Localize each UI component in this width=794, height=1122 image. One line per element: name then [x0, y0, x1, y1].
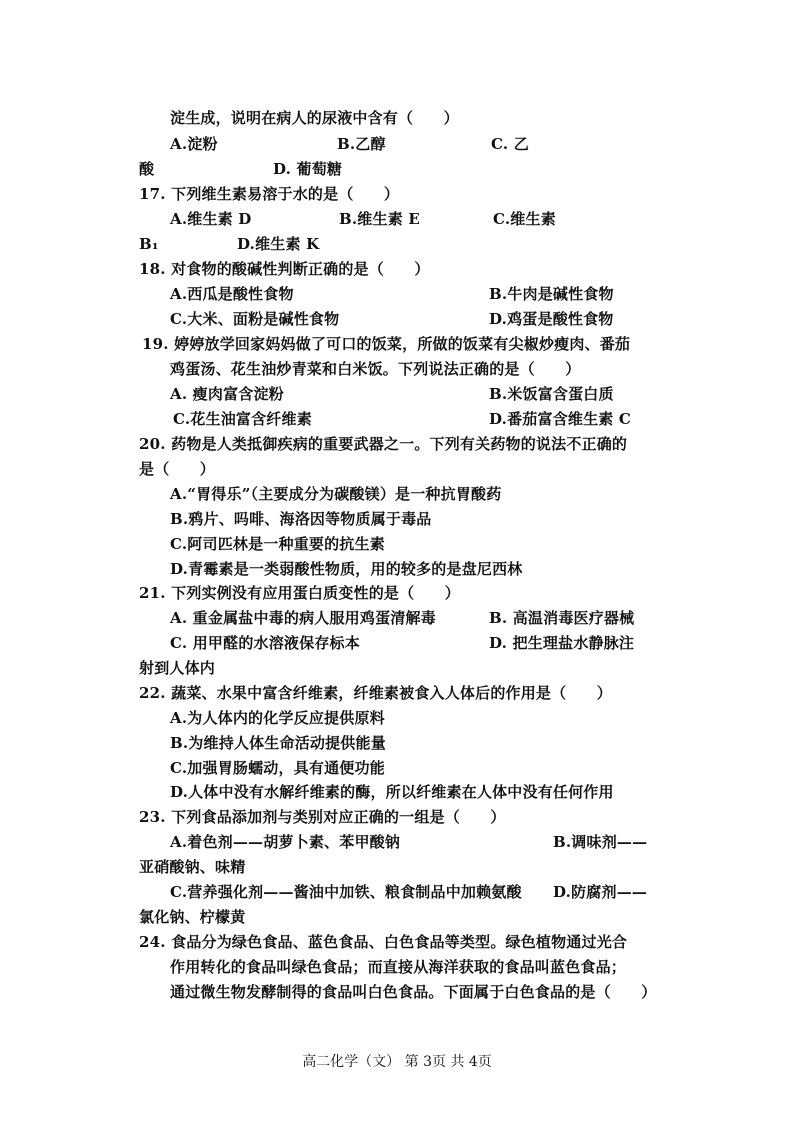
option-text: A.淀粉 — [170, 135, 218, 153]
question-18: 18. 对食物的酸碱性判断正确的是（ ） — [139, 260, 430, 278]
page-footer: 高二化学（文） 第 3页 共 4页 — [302, 1054, 492, 1070]
option-text: D.青霉素是一类弱酸性物质，用的较多的是盘尼西林 — [170, 560, 523, 578]
option-text: A.维生素 D — [170, 210, 252, 228]
question-23: 23. 下列食品添加剂与类别对应正确的一组是（ ） — [139, 808, 506, 826]
text-line: 酸 — [139, 160, 155, 178]
option-text: A.着色剂——胡萝卜素、苯甲酸钠 — [170, 833, 401, 851]
question-22: 22. 蔬菜、水果中富含纤维素，纤维素被食入人体后的作用是（ ） — [139, 684, 612, 702]
option-text: D.人体中没有水解纤维素的酶，所以纤维素在人体中没有任何作用 — [170, 783, 614, 801]
option-text: D. 葡萄糖 — [273, 160, 343, 178]
text-line: B₁ — [139, 235, 159, 253]
option-text: B.为维持人体生命活动提供能量 — [170, 734, 386, 752]
text-line: 通过微生物发酵制得的食品叫白色食品。下面属于白色食品的是（ ） — [170, 983, 657, 1001]
option-text: B.调味剂—— — [553, 833, 648, 851]
option-text: A. 瘦肉富含淀粉 — [170, 385, 284, 403]
option-text: A.“胃得乐”（主要成分为碳酸镁）是一种抗胃酸药 — [170, 485, 502, 503]
option-text: C. 乙 — [491, 135, 529, 153]
option-text: A. 重金属盐中毒的病人服用鸡蛋清解毒 — [170, 609, 436, 627]
option-text: B.维生素 E — [339, 210, 420, 228]
option-text: C.加强胃肠蠕动，具有通便功能 — [170, 759, 385, 777]
option-text: B.牛肉是碱性食物 — [489, 285, 614, 303]
option-text: D.防腐剂—— — [553, 883, 648, 901]
option-text: C.维生素 — [493, 210, 556, 228]
option-text: B.乙醇 — [337, 135, 386, 153]
option-text: C.花生油富含纤维素 — [173, 410, 312, 428]
option-text: D.维生素 K — [237, 235, 320, 253]
option-text: C. 用甲醛的水溶液保存标本 — [170, 634, 360, 652]
option-text: A.为人体内的化学反应提供原料 — [170, 709, 385, 727]
text-line: 作用转化的食品叫绿色食品；而直接从海洋获取的食品叫蓝色食品； — [170, 958, 627, 976]
text-line: 是（ ） — [139, 460, 216, 478]
option-text: D.番茄富含维生素 C — [489, 410, 632, 428]
text-line: 亚硝酸钠、味精 — [139, 858, 246, 876]
text-line: 淀生成，说明在病人的尿液中含有（ ） — [170, 109, 459, 127]
option-text: C.大米、面粉是碱性食物 — [170, 310, 340, 328]
option-text: C.阿司匹林是一种重要的抗生素 — [170, 535, 385, 553]
option-text: A.西瓜是酸性食物 — [170, 285, 294, 303]
question-24: 24. 食品分为绿色食品、蓝色食品、白色食品等类型。绿色植物通过光合 — [139, 933, 628, 951]
option-text: D. 把生理盐水静脉注 — [489, 634, 635, 652]
option-text: B.鸦片、吗啡、海洛因等物质属于毒品 — [170, 510, 432, 528]
option-text: B. 高温消毒医疗器械 — [489, 609, 635, 627]
option-text: D.鸡蛋是酸性食物 — [489, 310, 614, 328]
text-line: 氯化钠、柠檬黄 — [139, 908, 246, 926]
question-19: 19. 婷婷放学回家妈妈做了可口的饭菜，所做的饭菜有尖椒炒瘦肉、番茄 — [142, 335, 631, 353]
question-17: 17. 下列维生素易溶于水的是（ ） — [139, 185, 400, 203]
option-text: B.米饭富含蛋白质 — [489, 385, 614, 403]
text-line: 鸡蛋汤、花生油炒青菜和白米饭。下列说法正确的是（ ） — [170, 360, 581, 378]
text-line: 射到人体内 — [139, 659, 216, 677]
option-text: C.营养强化剂——酱油中加铁、粮食制品中加赖氨酸 — [170, 883, 522, 901]
question-20: 20. 药物是人类抵御疾病的重要武器之一。下列有关药物的说法不正确的 — [139, 435, 628, 453]
question-21: 21. 下列实例没有应用蛋白质变性的是（ ） — [139, 584, 460, 602]
